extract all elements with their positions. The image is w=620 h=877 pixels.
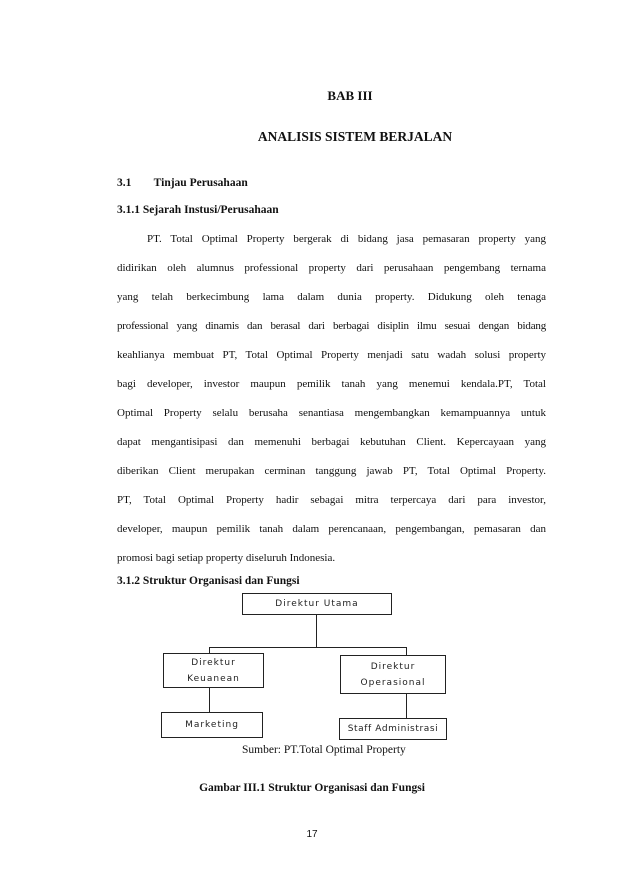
paragraph-line: PT. Total Optimal Property bergerak di bidang jasa pemasaran property yang (147, 233, 546, 245)
org-box-marketing: Marketing (161, 712, 263, 738)
paragraph-line: keahlianya membuat PT, Total Optimal Property menjadi satu wadah solusi property (117, 349, 546, 361)
section-number: 3.1 (117, 177, 132, 189)
connector-line (406, 694, 407, 718)
org-box-direktur-utama: Direktur Utama (242, 593, 392, 615)
connector-line (209, 647, 406, 648)
connector-line (209, 688, 210, 712)
figure-source: Sumber: PT.Total Optimal Property (242, 744, 406, 756)
paragraph-line: dapat mengantisipasi dan memenuhi berbagai kebutuhan Client. Kepercayaan yang (117, 436, 546, 448)
org-box-direktur-keuangan (163, 653, 264, 688)
org-box-label: Direktur (370, 662, 416, 672)
org-box-staff-administrasi: Staff Administrasi (339, 718, 447, 740)
page-number: 17 (306, 829, 318, 840)
paragraph-line: professional yang dinamis dan berasal dari berbagai disiplin ilmu sesuai dengan bidang (117, 320, 546, 332)
figure-title: Gambar III.1 Struktur Organisasi dan Fungsi (199, 782, 425, 794)
paragraph-line: bagi developer, investor maupun pemilik tanah yang menemui kendala.PT, Total (117, 378, 546, 390)
subsection-heading-structure: 3.1.2 Struktur Organisasi dan Fungsi (117, 575, 300, 587)
section-heading (117, 177, 248, 189)
org-box-label: Keuanean (187, 674, 240, 684)
connector-line (209, 647, 210, 653)
connector-line (316, 614, 317, 648)
section-title: Tinjau Perusahaan (153, 177, 248, 189)
paragraph-line: developer, maupun pemilik tanah dalam perencanaan, pengembangan, pemasaran dan (117, 523, 546, 535)
paragraph-line: Optimal Property selalu berusaha senantiasa mengembangkan kemampuannya untuk (117, 407, 546, 419)
subsection-heading-history: 3.1.1 Sejarah Instusi/Perusahaan (117, 204, 279, 216)
paragraph-line: yang telah berkecimbung lama dalam dunia property. Didukung oleh tenaga (117, 291, 546, 303)
body-paragraph (117, 233, 546, 563)
paragraph-line: didirikan oleh alumnus professional property dari perusahaan pengembang ternama (117, 262, 546, 274)
org-box-label: Direktur (191, 658, 236, 668)
paragraph-line: diberikan Client merupakan cerminan tanggung jawab PT, Total Optimal Property. (117, 465, 546, 477)
org-box-direktur-operasional (340, 655, 446, 694)
chapter-title: ANALISIS SISTEM BERJALAN (257, 129, 453, 144)
paragraph-line: promosi bagi setiap property diseluruh Indonesia. (117, 552, 336, 564)
connector-line (406, 647, 407, 655)
paragraph-line: PT, Total Optimal Property hadir sebagai mitra terpercaya dari para investor, (117, 494, 546, 506)
chapter-heading: BAB III (327, 88, 373, 103)
org-box-label: Operasional (360, 678, 426, 688)
